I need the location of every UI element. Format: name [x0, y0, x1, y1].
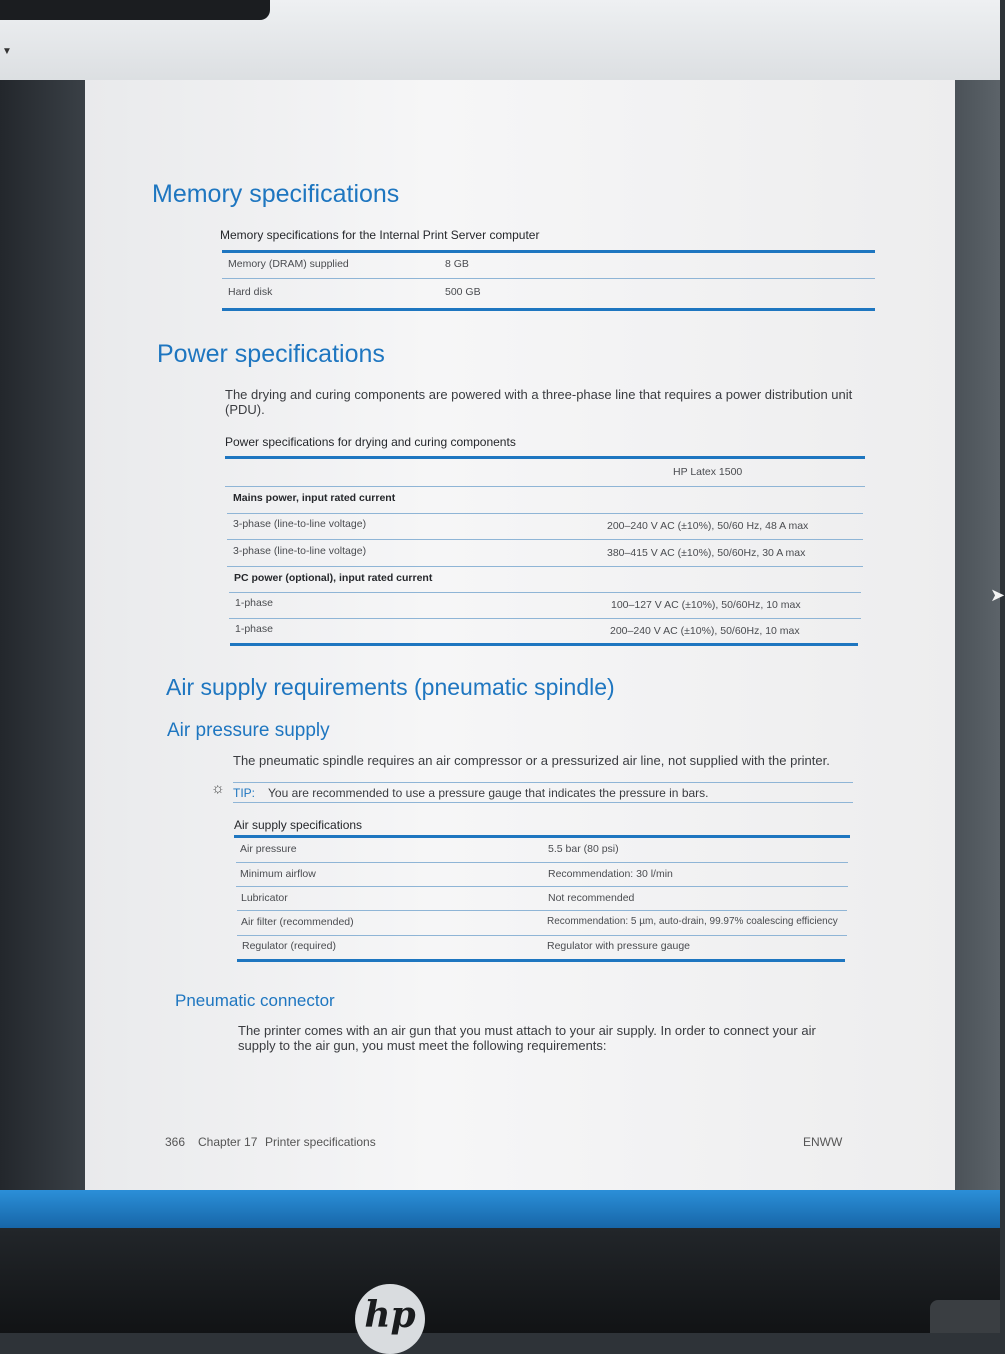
hp-logo: hp — [355, 1284, 425, 1354]
power-group-label: Mains power, input rated current — [233, 492, 396, 504]
air-row-divider — [236, 886, 848, 887]
air-row-label: Air pressure — [240, 843, 297, 855]
air-row-label: Air filter (recommended) — [241, 916, 354, 928]
air-row-value: 5.5 bar (80 psi) — [548, 843, 619, 855]
power-column-header: HP Latex 1500 — [673, 466, 743, 478]
power-row-label: 3-phase (line-to-line voltage) — [233, 545, 367, 557]
memory-row-label: Hard disk — [228, 286, 273, 298]
air-row-value: Recommendation: 5 µm, auto-drain, 99.97% coalescing efficiency — [547, 916, 838, 927]
connector-intro-text: The printer comes with an air gun that you must attach to your air supply. In order to connect your air supply to the air gun, you must meet the following requirements: — [238, 1023, 816, 1053]
power-row-label: 1-phase — [235, 623, 273, 635]
footer-chapter: Chapter 17 — [198, 1135, 258, 1149]
viewer-left-margin — [0, 80, 85, 1190]
taskbar — [0, 1190, 1000, 1228]
memory-row-value: 500 GB — [445, 286, 481, 298]
chevron-down-icon[interactable]: ▼ — [2, 46, 12, 57]
air-table-top-rule — [234, 835, 850, 838]
power-table-bottom-rule — [230, 643, 858, 646]
power-header-divider — [225, 486, 865, 487]
footer-page-number: 366 — [165, 1135, 186, 1149]
air-row-divider — [237, 910, 847, 911]
air-row-divider — [237, 935, 847, 936]
air-table-caption: Air supply specifications — [234, 818, 363, 832]
power-row-divider — [229, 618, 861, 619]
power-row-value: 200–240 V AC (±10%), 50/60 Hz, 48 A max — [607, 520, 809, 532]
viewer-right-margin — [955, 80, 1000, 1190]
power-row-label: 1-phase — [235, 597, 273, 609]
air-row-label: Regulator (required) — [242, 940, 336, 952]
air-row-divider — [236, 862, 848, 863]
power-row-divider — [229, 592, 861, 593]
monitor-bezel — [0, 1228, 1000, 1333]
memory-specs-heading: Memory specifications — [152, 180, 400, 208]
air-intro-text: The pneumatic spindle requires an air compressor or a pressurized air line, not supplied with the printer. — [233, 753, 830, 768]
power-group-label: PC power (optional), input rated current — [234, 572, 433, 584]
tip-label: TIP: — [233, 786, 256, 800]
memory-row-label: Memory (DRAM) supplied — [228, 258, 349, 270]
power-row-value: 380–415 V AC (±10%), 50/60Hz, 30 A max — [607, 547, 806, 559]
air-row-value: Regulator with pressure gauge — [547, 940, 691, 952]
power-row-value: 100–127 V AC (±10%), 50/60Hz, 10 max — [611, 599, 801, 611]
memory-table-caption: Memory specifications for the Internal Print Server computer — [220, 228, 540, 242]
footer-locale: ENWW — [803, 1135, 843, 1149]
memory-table-bottom-rule — [222, 308, 875, 311]
tip-text: You are recommended to use a pressure gauge that indicates the pressure in bars. — [268, 786, 709, 800]
air-row-label: Minimum airflow — [240, 868, 316, 880]
power-table-top-rule — [225, 456, 865, 459]
power-row-divider — [227, 513, 863, 514]
power-row-divider — [227, 566, 863, 567]
air-row-value: Not recommended — [548, 892, 635, 904]
air-row-label: Lubricator — [241, 892, 288, 904]
mouse-cursor-icon: ➤ — [990, 585, 1005, 605]
air-pressure-subheading: Air pressure supply — [167, 720, 330, 741]
pneumatic-connector-subheading: Pneumatic connector — [175, 991, 335, 1010]
tip-bottom-rule — [233, 802, 853, 803]
power-row-label: 3-phase (line-to-line voltage) — [233, 518, 367, 530]
air-row-value: Recommendation: 30 l/min — [548, 868, 673, 880]
air-table-bottom-rule — [237, 959, 845, 962]
memory-table-top-rule — [222, 250, 875, 253]
document-page — [85, 80, 955, 1190]
power-intro-text: The drying and curing components are powered with a three-phase line that requires a power distribution unit (PDU). — [225, 387, 853, 417]
tip-top-rule — [233, 782, 853, 783]
memory-row-value: 8 GB — [445, 258, 469, 270]
power-table-caption: Power specifications for drying and curing components — [225, 435, 516, 449]
power-row-divider — [227, 539, 863, 540]
lightbulb-icon: ☼ — [211, 780, 225, 797]
air-supply-heading: Air supply requirements (pneumatic spindle) — [166, 674, 615, 700]
monitor-stand — [930, 1300, 1000, 1333]
memory-row-divider — [222, 278, 875, 279]
power-row-value: 200–240 V AC (±10%), 50/60Hz, 10 max — [610, 625, 800, 637]
power-specs-heading: Power specifications — [157, 340, 385, 368]
monitor-top-notch — [0, 0, 270, 20]
footer-chapter-title: Printer specifications — [265, 1135, 376, 1149]
